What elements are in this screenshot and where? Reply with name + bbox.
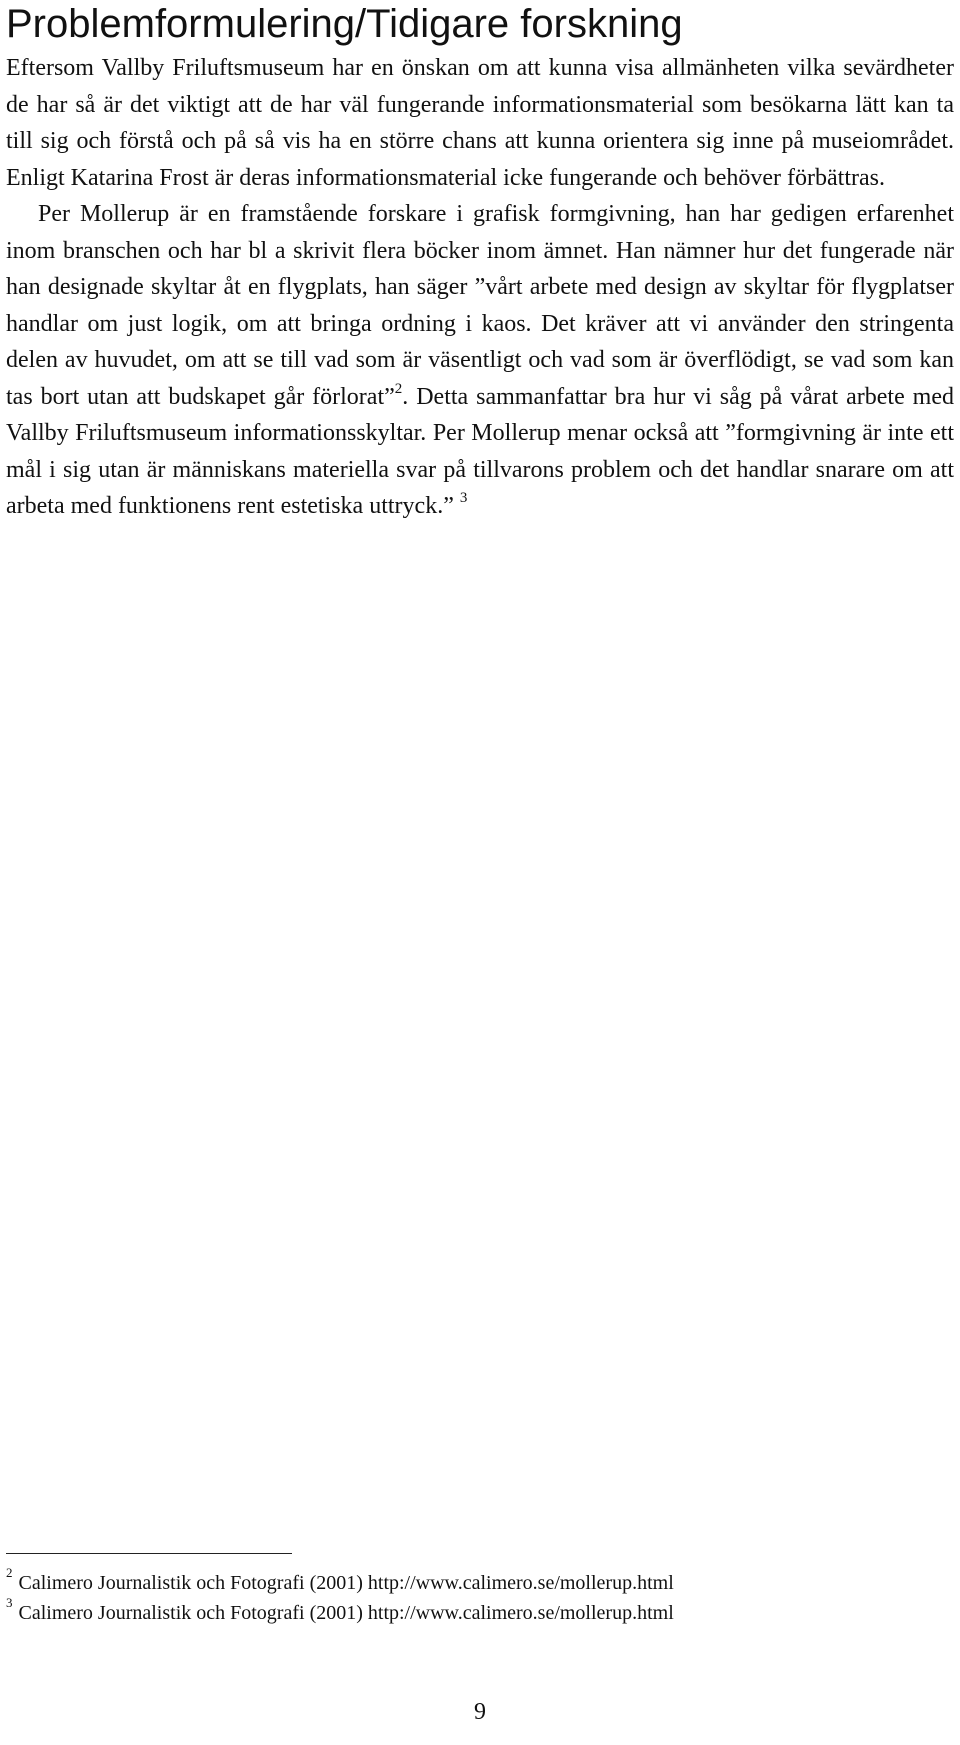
body-text — [6, 50, 954, 525]
footnotes — [6, 1565, 954, 1628]
footnote-text: Calimero Journalistik och Fotografi (2001) http://www.calimero.se/mollerup.html — [18, 1602, 674, 1624]
footnote-divider — [6, 1553, 292, 1554]
page-number: 9 — [474, 1699, 486, 1725]
footnote-item — [6, 1595, 954, 1628]
paragraph-mollerup-part1: Per Mollerup är en framstående forskare i grafisk formgivning, han har gedigen erfarenhet inom branschen och har bl a skrivit flera böcker inom ämnet. Han nämner hur det fungerade när han designade skyltar åt en flygplats, han säger ”vårt arbete med design av skyltar för flygplatser handlar om just logik, om att bringa ordning i kaos. Det kräver att vi använder den stringenta delen av huvudet, om att se till vad som är väsentligt och vad som är överflödigt, se vad som kan tas bort utan att budskapet går förlorat” — [6, 201, 954, 410]
footnote-text: Calimero Journalistik och Fotografi (2001) http://www.calimero.se/mollerup.html — [18, 1572, 674, 1594]
section-heading: Problemformulering/Tidigare forskning — [6, 2, 683, 46]
paragraph-mollerup — [6, 196, 954, 525]
footnote-ref-2[interactable]: 2 — [394, 380, 403, 397]
paragraph-intro: Eftersom Vallby Friluftsmuseum har en önskan om att kunna visa allmänheten vilka sevärdheter de har så är det viktigt att de har väl fungerande informationsmaterial som besökarna lätt kan ta till sig och förstå och på så vis ha en större chans att kunna orientera sig inne på museiområdet. Enligt Katarina Frost är deras informationsmaterial icke fungerande och behöver förbättras. — [6, 55, 954, 191]
footnote-ref-3[interactable]: 3 — [459, 490, 468, 506]
paragraph-mollerup-part2: . Detta sammanfattar bra hur vi såg på vårat arbete med Vallby Friluftsmuseum informationsskyltar. Per Mollerup menar också att ”formgivning är inte ett mål i sig utan är människans materiella svar på tillvarons problem och det handlar snarare om att arbeta med funktionens rent estetiska uttryck.” — [6, 383, 954, 519]
footnote-marker: 3 — [6, 1595, 13, 1611]
footnote-item — [6, 1565, 954, 1598]
footnote-marker: 2 — [6, 1565, 13, 1581]
